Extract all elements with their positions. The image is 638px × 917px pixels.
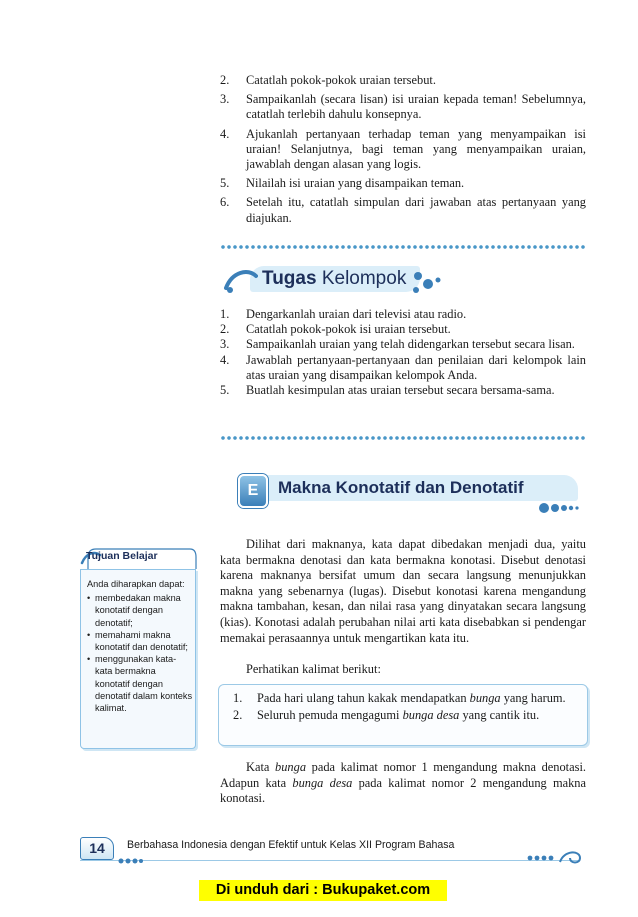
tugas-kelompok-header	[222, 262, 442, 302]
task-list-group	[220, 307, 586, 398]
sidebar-title: Tujuan Belajar	[86, 550, 158, 562]
list-item: 6. Setelah itu, catatlah simpulan dari jawaban atas pertanyaan yang diajukan.	[220, 195, 586, 225]
task-list-individual	[220, 73, 586, 230]
learning-goals-sidebar	[80, 539, 198, 749]
example-box	[218, 684, 588, 746]
footer-title: Berbahasa Indonesia dengan Efektif untuk Kelas XII Program Bahasa	[127, 839, 455, 851]
list-item: 1. Dengarkanlah uraian dari televisi atau radio.	[220, 307, 467, 321]
section-title: Makna Konotatif dan Denotatif	[278, 478, 524, 497]
list-item: 2. Seluruh pemuda mengagumi bunga desa yang cantik itu.	[233, 708, 540, 723]
swirl-icon	[222, 266, 258, 296]
section-e-header	[228, 467, 588, 527]
example-list	[233, 691, 573, 725]
list-item: • menggunakan kata-kata bermakna konotatif dengan denotatif dalam konteks kalimat.	[87, 653, 193, 714]
separator	[220, 243, 586, 251]
list-item: 3. Sampaikanlah (secara lisan) isi uraian kepada teman! Sebelumnya, catatlah terlebih dahulu konsepnya.	[220, 92, 586, 122]
dots-icon	[118, 856, 144, 866]
dots-icon	[408, 270, 442, 298]
list-item: 1. Pada hari ulang tahun kakak mendapatkan bunga yang harum.	[233, 691, 566, 705]
list-item: 3. Sampaikanlah uraian yang telah didengarkan tersebut secara lisan.	[220, 337, 575, 352]
page-number: 14	[89, 840, 105, 856]
separator	[220, 434, 586, 442]
goal-list	[87, 592, 193, 714]
paragraph: Kata bunga pada kalimat nomor 1 mengandung makna denotasi. Adapun kata bunga desa pada kalimat nomor 2 mengandung makna konotasi.	[220, 760, 587, 806]
sidebar-content: Anda diharapkan dapat: • membedakan makna konotatif dengan denotatif; • memahami makna konotatif dan denotatif; • menggunakan kata-kata bermakna konotatif dengan denotatif dalam konteks kalimat.	[87, 578, 193, 714]
list-item: • membedakan makna konotatif dengan denotatif;	[87, 592, 193, 629]
download-text: Di unduh dari : Bukupaket.com	[215, 882, 431, 898]
paragraph: Perhatikan kalimat berikut:	[246, 662, 381, 676]
footer-line	[80, 860, 580, 861]
section-letter-badge: E	[238, 474, 268, 508]
dots-swirl-icon	[524, 848, 584, 868]
page-number-badge	[80, 837, 114, 860]
download-banner	[199, 880, 447, 901]
list-item: 4. Jawablah pertanyaan-pertanyaan dan penilaian dari kelompok lain atas uraian yang disampaikan kelompok Anda.	[220, 352, 586, 382]
paragraph: Dilihat dari maknanya, kata dapat dibedakan menjadi dua, yaitu kata bermakna denotasi dan kata bermakna konotasi. Disebut denotasi karena maknanya bersifat umum dan secara langsung menunjukkan makna yang sebenarnya (lugas). Disebut konotasi karena mengandung makna tambahan, kesan, dan nilai rasa yang dinyatakan secara langsung (kias). Konotasi adalah perubahan nilai arti kata disebabkan si pendengar memakai perasaannya untuk mengartikan kata itu.	[220, 537, 586, 645]
list-item: 5. Buatlah kesimpulan atas uraian tersebut secara bersama-sama.	[220, 383, 555, 398]
list-item: • memahami makna konotatif dan denotatif;	[87, 629, 193, 653]
list-item: 4. Ajukanlah pertanyaan terhadap teman yang menyampaikan isi uraian! Selanjutnya, bagi teman yang menyampaikan uraian, jawablah dengan alasan yang logis.	[220, 126, 586, 172]
section-title: Tugas Kelompok	[262, 268, 407, 289]
list-item: 5. Nilailah isi uraian yang disampaikan teman.	[220, 176, 465, 191]
list-item: 2. Catatlah pokok-pokok uraian tersebut.	[220, 73, 436, 87]
sidebar-box	[80, 569, 196, 749]
dots-icon	[538, 501, 584, 515]
list-item: 2. Catatlah pokok-pokok isi uraian tersebut.	[220, 322, 451, 337]
